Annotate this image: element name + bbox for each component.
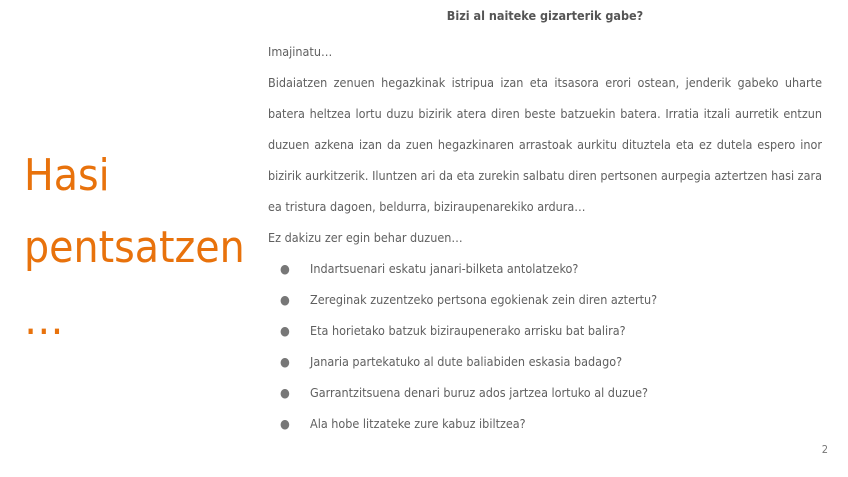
side-title: Hasi pentsatzen …: [24, 150, 245, 345]
page-number: 2: [821, 443, 828, 456]
list-item: [268, 408, 822, 439]
bullet-icon: ●: [280, 292, 290, 307]
bullet-icon: ●: [280, 416, 290, 431]
question-list: [268, 253, 822, 439]
list-item-text: Ala hobe litzateke zure kabuz ibiltzea?: [310, 416, 526, 431]
slide-heading: Bizi al naiteke gizarterik gabe?: [446, 8, 644, 23]
list-item: [268, 284, 822, 315]
list-item-text: Indartsuenari eskatu janari-bilketa antolatzeko?: [310, 261, 579, 276]
list-item: [268, 253, 822, 284]
list-item-text: Zereginak zuzentzeko pertsona egokienak zein diren aztertu?: [310, 292, 658, 307]
question-lead: Ez dakizu zer egin behar duzuen…: [268, 230, 463, 245]
list-item-text: Garrantzitsuena denari buruz ados jartzea lortuko al duzue?: [310, 385, 649, 400]
body-paragraph: Bidaiatzen zenuen hegazkinak istripua izan eta itsasora erori ostean, jenderik gabeko uharte batera heltzea lortu duzu bizirik atera diren beste batzuekin batera. Irratia itzali aurretik entzun duzuen azkena izan da zuen hegazkinaren arrastoak aurkitu dituztela eta ez dutela espero inor bizirik aurkitzerik. Iluntzen ari da eta zurekin salbatu diren pertsonen aurpegia aztertzen hasi zara ea tristura dagoen, beldurra, biziraupenarekiko ardura…: [268, 75, 822, 214]
bullet-icon: ●: [280, 261, 290, 276]
intro-text: Imajinatu…: [268, 44, 333, 59]
list-item: [268, 377, 822, 408]
list-item-text: Eta horietako batzuk biziraupenerako arrisku bat balira?: [310, 323, 626, 338]
bullet-icon: ●: [280, 323, 290, 338]
list-item: [268, 346, 822, 377]
list-item-text: Janaria partekatuko al dute baliabiden eskasia badago?: [310, 354, 623, 369]
list-item: [268, 315, 822, 346]
slide-content: [268, 8, 822, 439]
bullet-icon: ●: [280, 354, 290, 369]
bullet-icon: ●: [280, 385, 290, 400]
